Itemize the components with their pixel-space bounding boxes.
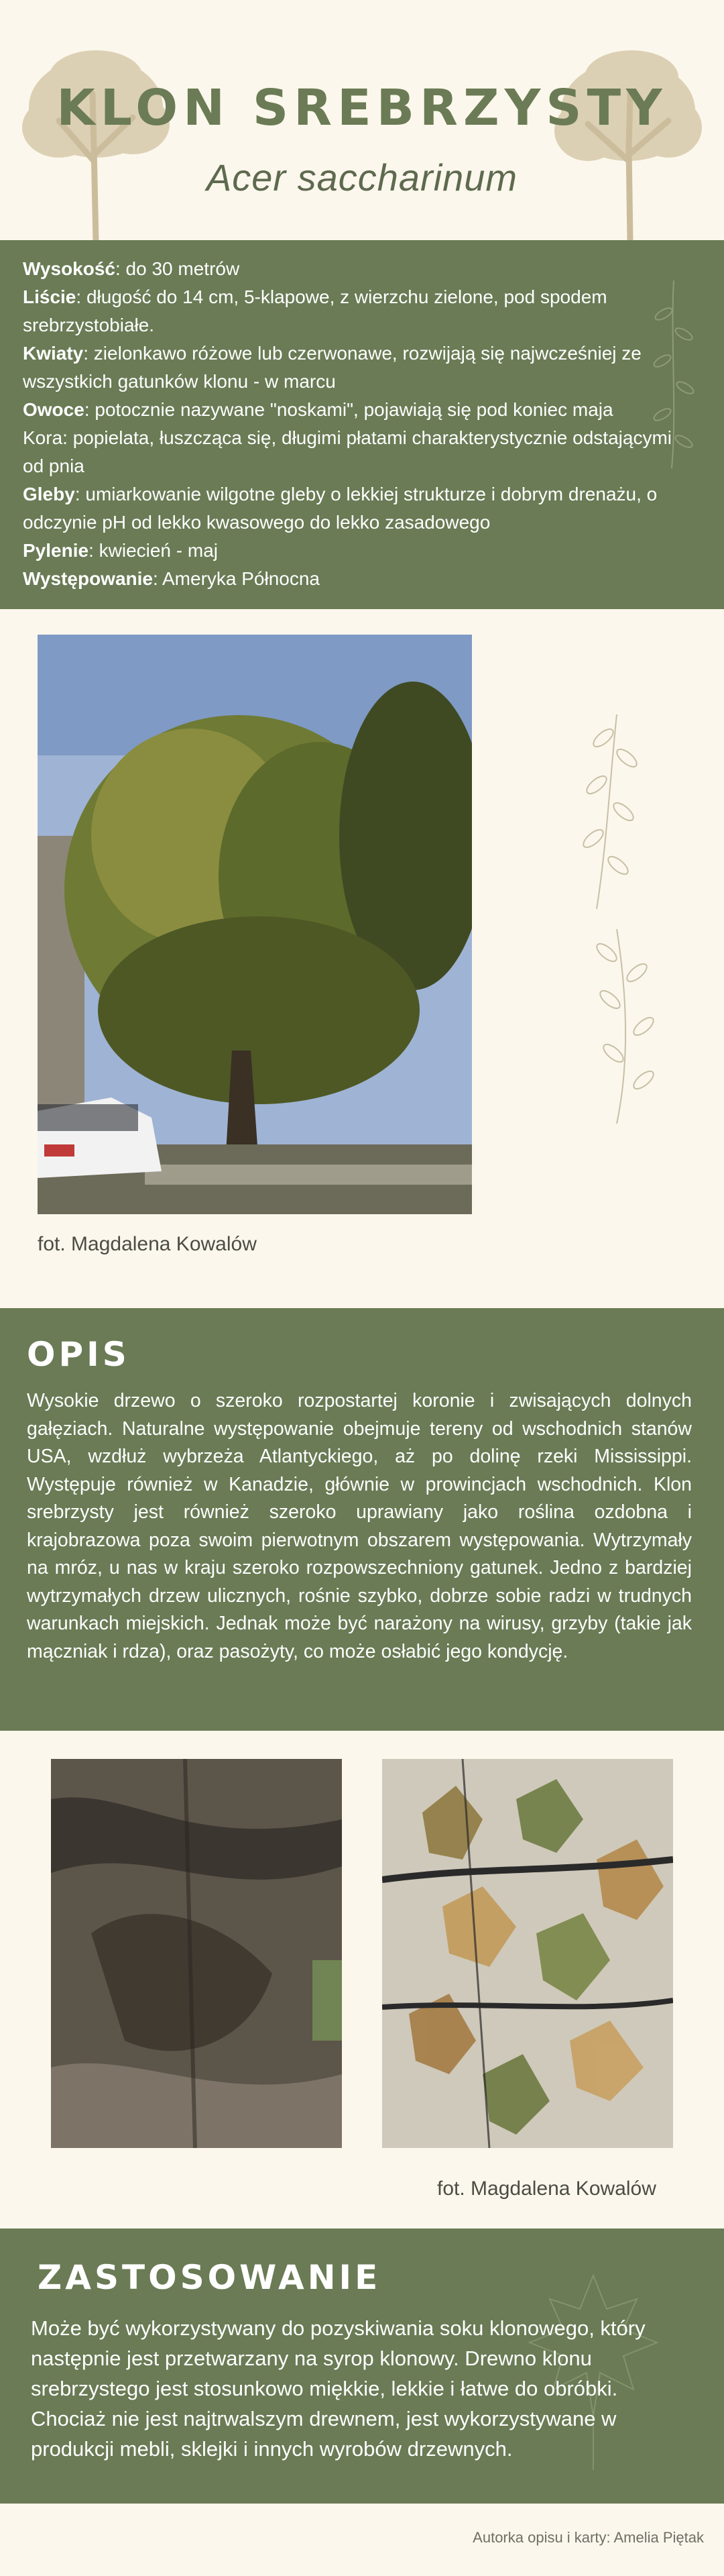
fact-label: Wysokość [23,258,115,279]
fact-label: Występowanie [23,568,153,589]
author-credit: Autorka opisu i karty: Amelia Piętak [473,2529,704,2546]
fact-value: : do 30 metrów [115,258,240,279]
tree-illustration-right [551,47,705,241]
facts-panel [0,240,724,609]
fact-label: Owoce [23,399,84,420]
latin-name: Acer saccharinum [206,156,518,199]
fact-value: : umiarkowanie wilgotne gleby o lekkiej strukturze i dobrym drenażu, o odczynie pH od lekko kwasowego do lekko zasadowego [23,484,658,533]
fact-value: : kwiecień - maj [88,540,218,561]
facts-list [23,255,686,593]
bark-photo [51,1759,342,2148]
description-panel [0,1308,724,1731]
fact-value: : długość do 14 cm, 5-klapowe, z wierzchu zielone, pod spodem srebrzystobiałe. [23,286,607,335]
usage-panel [0,2229,724,2504]
description-text: Wysokie drzewo o szeroko rozpostartej koronie i zwisających dolnych gałęziach. Naturalne występowanie obejmuje tereny od wschodnich stanów USA, wzdłuż wybrzeża Atlantyckiego, aż po dolinę rzeki Mississippi. Występuje również w Kanadzie, głównie w prowincjach wschodnich. Klon srebrzysty jest również szeroko uprawiany jako roślina ozdobna i krajobrazowa poza swoim pierwotnym obszarem występowania. Wytrzymały na mróz, u nas w kraju szeroko rozpowszechniony gatunek. Jedno z bardziej wytrzymałych drzew ulicznych, rośnie szybko, dobrze sobie radzi w trudnych warunkach miejskich. Jednak może być narażony na wirusy, grzyby (takie jak mączniak i rdza), oraz pasożyty, co może osłabić jego kondycję. [27,1390,692,1662]
fact-leaves [23,283,686,339]
fact-label: Kora [23,427,63,448]
photo-credit-2: fot. Magdalena Kowalów [437,2178,656,2200]
fact-label: Gleby [23,484,75,504]
fact-height [23,255,686,283]
fact-label: Pylenie [23,540,89,561]
fact-value: : Ameryka Północna [152,568,320,589]
fact-bark [23,424,686,480]
tree-photo-illustration [38,635,472,1214]
fact-value: : potocznie nazywane "noskami", pojawiają się pod koniec maja [84,399,613,420]
fact-value: : popielata, łuszcząca się, długimi płatami charakterystycznie odstającymi od pnia [23,427,672,476]
page-title: KLON SREBRZYSTY [56,79,668,137]
leaves-photo-illustration [382,1759,673,2148]
sprig-decoration-bottom [590,926,670,1127]
leaves-photo [382,1759,673,2148]
fact-pollination [23,537,686,565]
fact-soil [23,480,686,537]
fact-value: : zielonkawo różowe lub czerwonawe, rozwijają się najwcześniej ze wszystkich gatunków klonu - w marcu [23,343,642,392]
fact-label: Kwiaty [23,343,84,364]
description-heading: OPIS [27,1335,130,1374]
usage-text: Może być wykorzystywany do pozyskiwania soku klonowego, który następnie jest przetwarzany na syrop klonowy. Drewno klonu srebrzystego jest stosunkowo miękkie, lekkie i łatwe do obróbki. Chociaż nie jest najtrwalszym drewnem, jest wykorzystywane w produkcji mebli, sklejki i innych wyrobów drzewnych. [31,2316,646,2461]
sprig-decoration-top [570,711,644,912]
header [0,0,724,240]
fact-flowers [23,339,686,396]
bark-photo-illustration [51,1759,342,2148]
tree-illustration-left [19,47,173,241]
fact-range [23,565,686,593]
fact-label: Liście [23,286,76,307]
photo-credit: fot. Magdalena Kowalów [38,1233,257,1255]
leaf-branch-decoration [644,274,704,475]
usage-heading: ZASTOSOWANIE [38,2258,381,2297]
fact-fruit [23,396,686,424]
tree-photo [38,635,472,1214]
